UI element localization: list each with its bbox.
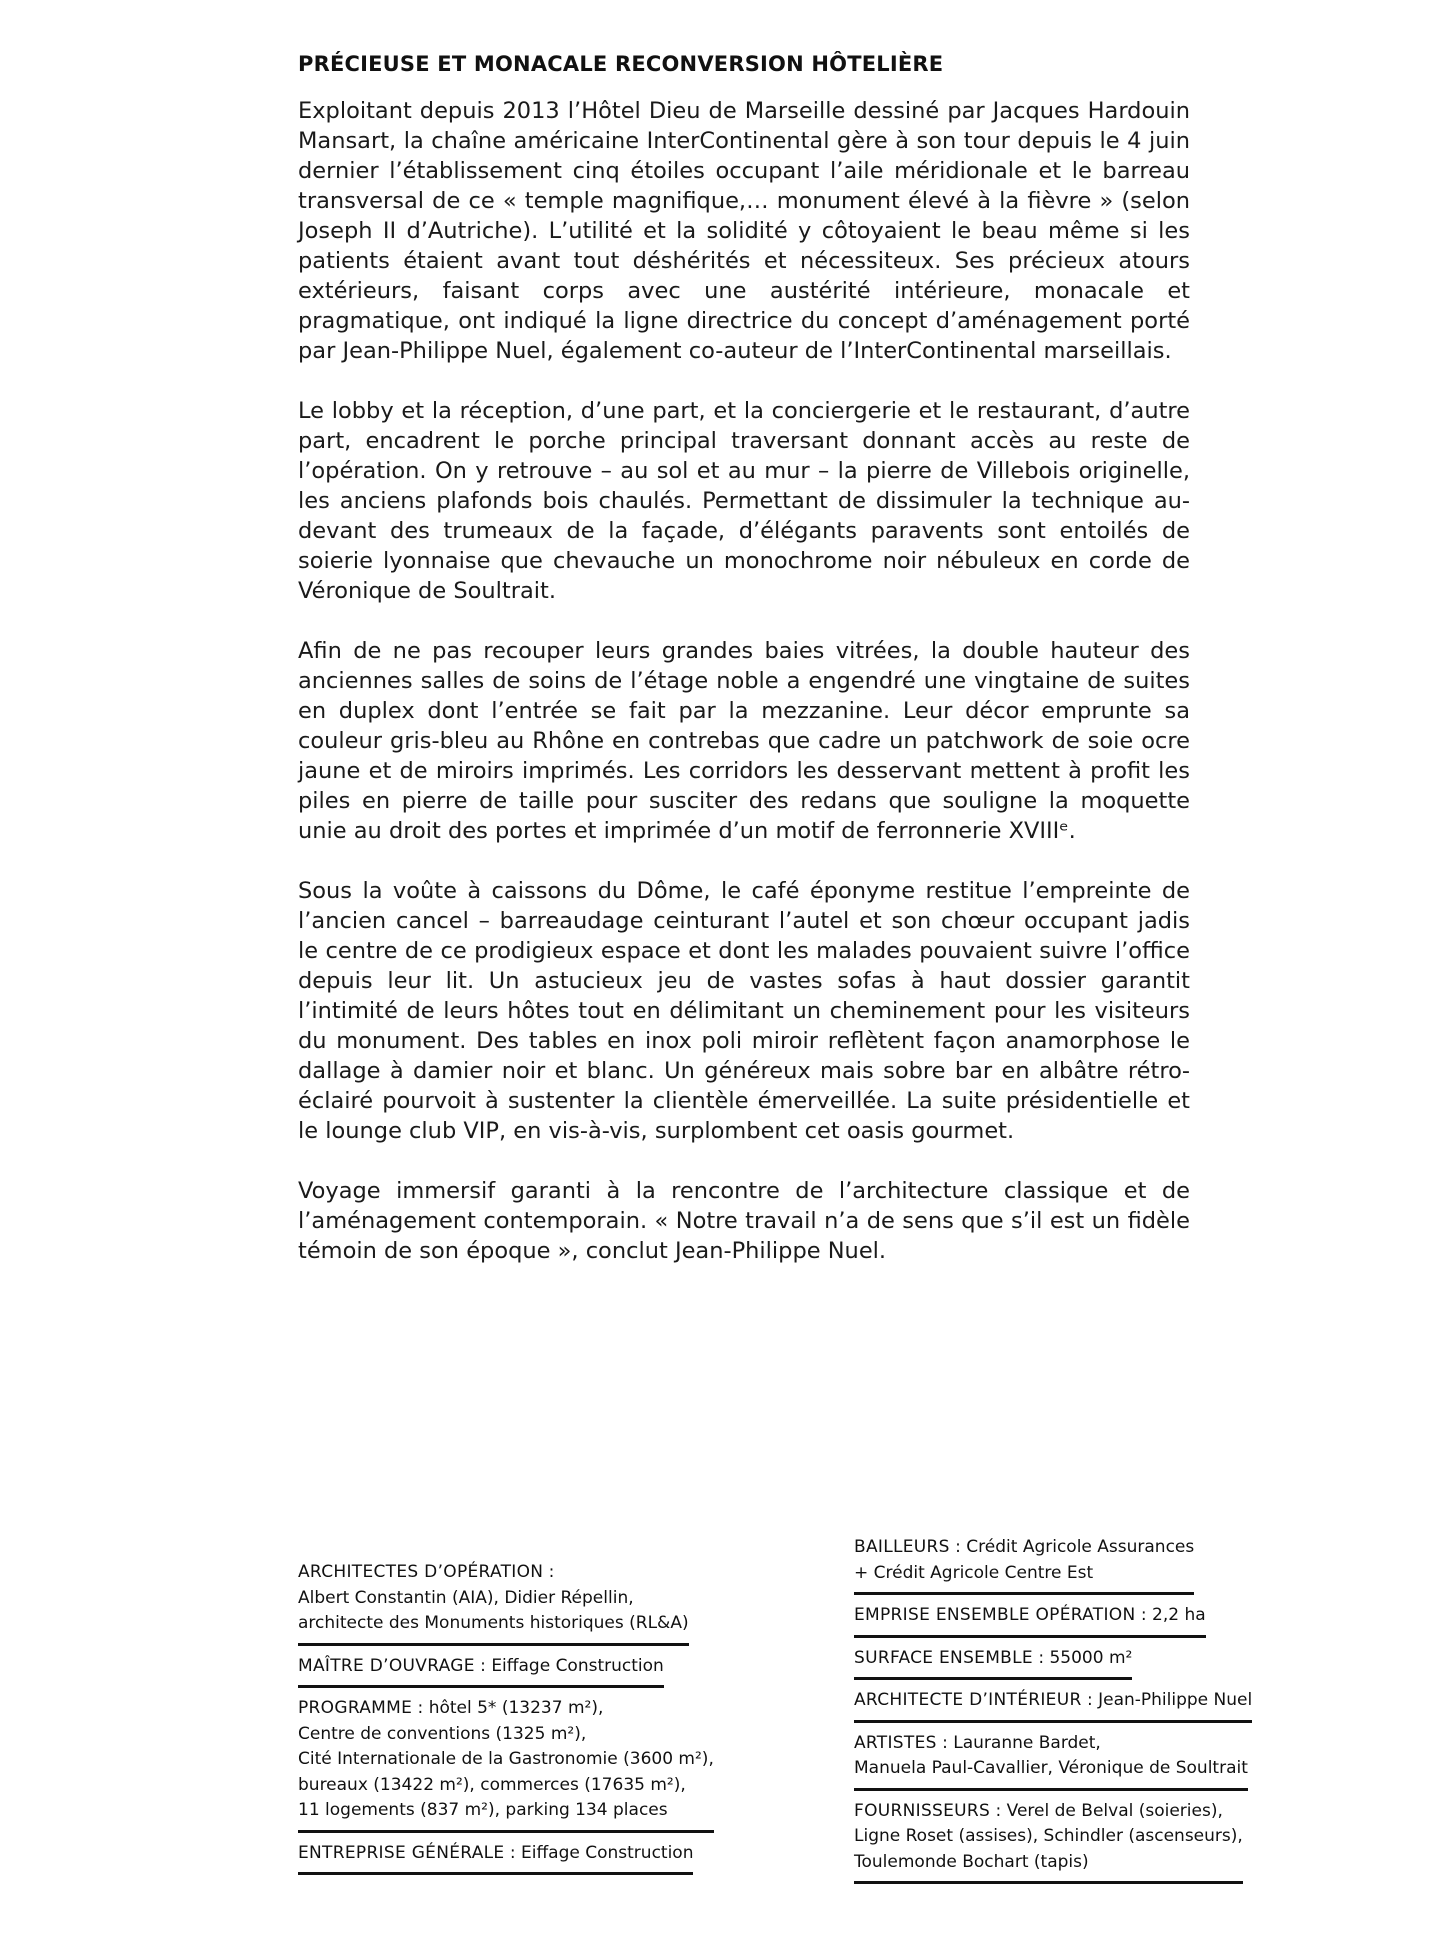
credit-value: : Eiffage Construction: [474, 1655, 664, 1676]
credit-fournisseurs: [854, 1799, 1243, 1885]
credit-artistes: [854, 1731, 1248, 1791]
credit-label: BAILLEURS: [854, 1537, 950, 1557]
article-paragraph: Sous la voûte à caissons du Dôme, le café éponyme restitue l’empreinte de l’ancien cancel – barreaudage ceinturant l’autel et son chœur occupant jadis le centre de ce prodigieux espace et dont les malades pouvaient suivre l’office depuis leur lit. Un astucieux jeu de vastes sofas à haut dossier garantit l’intimité de leurs hôtes tout en délimitant un cheminement pour les visiteurs du monument. Des tables en inox poli miroir reflètent façon anamorphose le dallage à damier noir et blanc. Un généreux mais sobre bar en albâtre rétroéclairé pourvoit à sustenter la clientèle émerveillée. La suite présidentielle et le lounge club VIP, en vis-à-vis, surplombent cet oasis gourmet.: [298, 878, 1190, 1144]
article-headline: PRÉCIEUSE ET MONACALE RECONVERSION HÔTELIÈRE: [298, 52, 944, 76]
credit-programme: [298, 1696, 714, 1833]
credit-architectes: [298, 1560, 689, 1646]
article-paragraph: Afin de ne pas recouper leurs grandes baies vitrées, la double hauteur des anciennes salles de soins de l’étage noble a engendré une vingtaine de suites en duplex dont l’entrée se fait par la mezzanine. Leur décor emprunte sa couleur gris-bleu au Rhône en contrebas que cadre un patchwork de soie ocre jaune et de miroirs imprimés. Les corridors les desservant mettent à profit les piles en pierre de taille pour susciter des redans que souligne la moquette unie au droit des portes et imprimée d’un motif de ferronnerie XVIIIᵉ.: [298, 638, 1190, 844]
credit-label: ENTREPRISE GÉNÉRALE: [298, 1842, 505, 1863]
article: [298, 52, 1190, 1296]
credit-line: architecte des Monuments historiques (RL&A): [298, 1613, 689, 1633]
credit-value: : hôtel 5* (13237 m²),: [412, 1698, 604, 1718]
credit-line: Toulemonde Bochart (tapis): [854, 1851, 1089, 1872]
credit-label: SURFACE ENSEMBLE: [854, 1647, 1033, 1668]
credit-value: : 2,2 ha: [1135, 1605, 1206, 1625]
credit-line: bureaux (13422 m²), commerces (17635 m²),: [298, 1774, 686, 1795]
credit-label: ARTISTES: [854, 1732, 937, 1753]
credit-line: + Crédit Agricole Centre Est: [854, 1562, 1094, 1583]
credit-line: 11 logements (837 m²), parking 134 places: [298, 1800, 668, 1820]
credit-label: EMPRISE ENSEMBLE OPÉRATION: [854, 1605, 1136, 1625]
credit-emprise: [854, 1603, 1206, 1638]
credit-value: : 55000 m²: [1032, 1647, 1133, 1668]
credit-label: PROGRAMME: [298, 1698, 413, 1718]
credits-right-column: [854, 1535, 1314, 1892]
credit-line: Ligne Roset (assises), Schindler (ascenseurs),: [854, 1826, 1243, 1846]
credit-maitre-ouvrage: [298, 1654, 664, 1689]
credit-value: : Jean-Philippe Nuel: [1081, 1690, 1253, 1710]
credit-line: Cité Internationale de la Gastronomie (3600 m²),: [298, 1749, 714, 1769]
credit-line: Manuela Paul-Cavallier, Véronique de Soultrait: [854, 1758, 1248, 1778]
credit-value: : Crédit Agricole Assurances: [949, 1537, 1195, 1557]
credit-label: MAÎTRE D’OUVRAGE: [298, 1655, 475, 1676]
article-paragraph: Le lobby et la réception, d’une part, et la conciergerie et le restaurant, d’autre part, encadrent le porche principal traversant donnant accès au reste de l’opération. On y retrouve – au sol et au mur – la pierre de Villebois originelle, les anciens plafonds bois chaulés. Permettant de dissimuler la technique au-devant des trumeaux de la façade, d’élégants paravents sont entoilés de soierie lyonnaise que chevauche un monochrome noir nébuleux en corde de Véronique de Soultrait.: [298, 398, 1190, 604]
credit-label: ARCHITECTE D’INTÉRIEUR: [854, 1690, 1082, 1710]
credit-value: : Lauranne Bardet,: [936, 1732, 1101, 1753]
credit-line: Centre de conventions (1325 m²),: [298, 1723, 587, 1744]
article-paragraph: Voyage immersif garanti à la rencontre de l’architecture classique et de l’aménagement contemporain. « Notre travail n’a de sens que s’il est un fidèle témoin de son époque », conclut Jean-Philippe Nuel.: [298, 1178, 1190, 1264]
credit-label: FOURNISSEURS: [854, 1800, 991, 1821]
credit-separator: :: [543, 1562, 555, 1582]
credit-bailleurs: [854, 1535, 1194, 1595]
article-paragraph: Exploitant depuis 2013 l’Hôtel Dieu de Marseille dessiné par Jacques Hardouin Mansart, la chaîne américaine InterContinental gère à son tour depuis le 4 juin dernier l’établissement cinq étoiles occupant l’aile méridionale et le barreau transversal de ce « temple magnifique,… monument élevé à la fièvre » (selon Joseph II d’Autriche). L’utilité et la solidité y côtoyaient le beau même si les patients étaient avant tout déshérités et nécessiteux. Ses précieux atours extérieurs, faisant corps avec une austérité intérieure, monacale et pragmatique, ont indiqué la ligne directrice du concept d’aménagement porté par Jean-Philippe Nuel, également co-auteur de l’InterContinental marseillais.: [298, 98, 1190, 364]
credit-entreprise: [298, 1841, 693, 1876]
credit-line: Albert Constantin (AIA), Didier Répellin,: [298, 1587, 634, 1608]
credits-left-column: [298, 1560, 758, 1883]
credit-value: : Verel de Belval (soieries),: [990, 1800, 1223, 1821]
credit-architecte-interieur: [854, 1688, 1252, 1723]
credit-value: : Eiffage Construction: [504, 1842, 694, 1863]
credit-surface: [854, 1646, 1132, 1681]
credit-label: ARCHITECTES D’OPÉRATION: [298, 1562, 544, 1582]
